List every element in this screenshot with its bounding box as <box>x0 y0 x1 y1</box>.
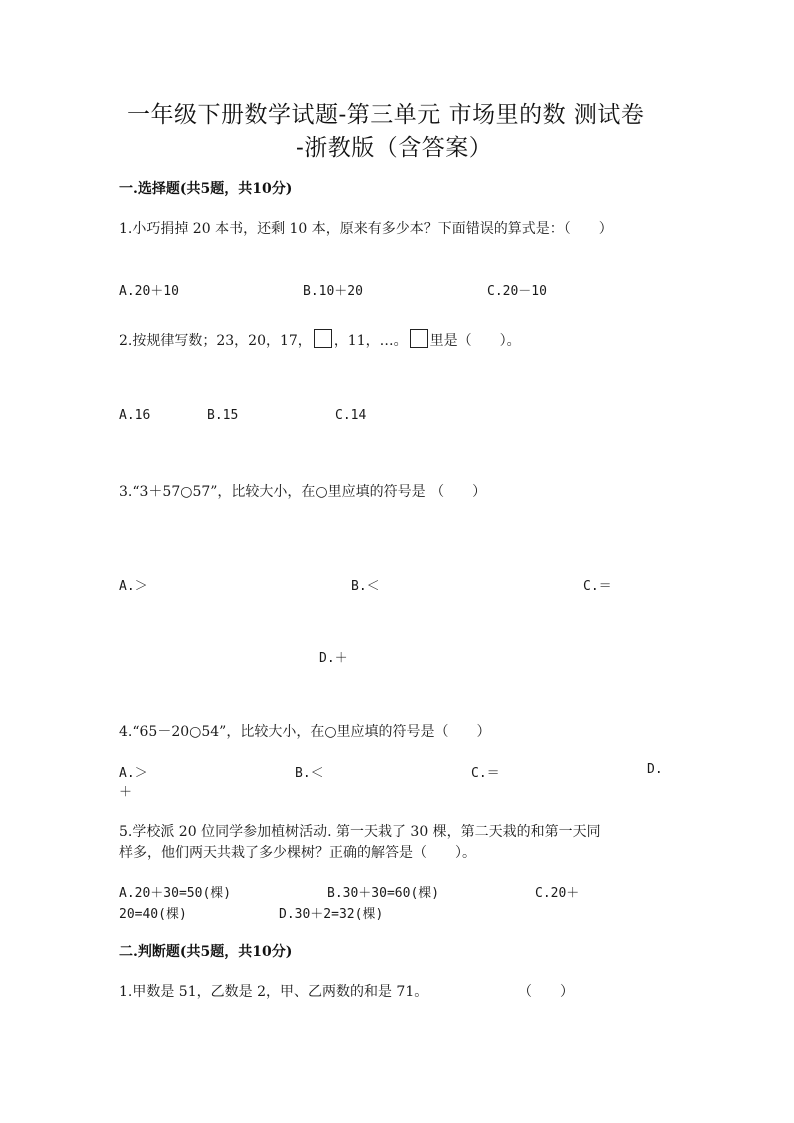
question-5-text-line2: 样多，他们两天共栽了多少棵树？正确的解答是（ ）。 <box>119 845 476 861</box>
question-4-option-d-symbol[interactable]: ＋ <box>119 785 133 800</box>
question-2-text <box>119 329 521 350</box>
question-2-option-b[interactable]: B.15 <box>207 408 239 423</box>
question-5-option-d[interactable]: D.30＋2=32(棵) <box>279 907 384 922</box>
page-title-line1: 一年级下册数学试题-第三单元 市场里的数 测试卷 <box>127 102 645 128</box>
question-2-option-c[interactable]: C.14 <box>335 408 367 423</box>
question-5-text-line1: 5.学校派 20 位同学参加植树活动. 第一天栽了 30 棵，第二天栽的和第一天同 <box>119 824 601 840</box>
question-5-option-a[interactable]: A.20＋30=50(棵) <box>119 886 232 901</box>
question-1-option-b[interactable]: B.10＋20 <box>303 284 363 299</box>
question-3-option-d[interactable]: D.＋ <box>319 651 348 666</box>
judgement-1-answer-paren[interactable]: （ ） <box>518 984 574 1000</box>
question-5-option-b[interactable]: B.30＋30=60(棵) <box>327 886 440 901</box>
question-1-text: 1.小巧捐掉 20 本书，还剩 10 本，原来有多少本？下面错误的算式是：（ ） <box>119 221 613 237</box>
page-title-line2: -浙教版（含答案） <box>296 135 493 161</box>
answer-box-icon <box>314 329 332 348</box>
question-1-option-a[interactable]: A.20＋10 <box>119 284 179 299</box>
question-2-text-part2: ，11，…。 <box>333 333 408 349</box>
question-3-option-c[interactable]: C.＝ <box>583 579 612 594</box>
question-5-option-c[interactable]: C.20＋ <box>535 886 580 901</box>
question-3-option-b[interactable]: B.＜ <box>351 579 380 594</box>
question-4-option-a[interactable]: A.＞ <box>119 766 148 781</box>
question-2-option-a[interactable]: A.16 <box>119 408 151 423</box>
question-4-option-c[interactable]: C.＝ <box>471 766 500 781</box>
question-1-option-c[interactable]: C.20－10 <box>487 284 547 299</box>
question-3-option-a[interactable]: A.＞ <box>119 579 148 594</box>
section-heading-choice: 一.选择题(共5题，共10分) <box>119 181 293 197</box>
question-4-option-b[interactable]: B.＜ <box>295 766 324 781</box>
question-2-text-part1: 2.按规律写数；23，20，17， <box>119 333 312 349</box>
section-heading-judgement: 二.判断题(共5题，共10分) <box>119 944 293 960</box>
question-2-text-part3: 里是（ ）。 <box>429 333 521 349</box>
judgement-1-text: 1.甲数是 51，乙数是 2，甲、乙两数的和是 71。 <box>119 984 429 1000</box>
question-5-option-c-cont[interactable]: 20=40(棵) <box>119 907 187 922</box>
question-3-text: 3.“3＋57○57”，比较大小，在○里应填的符号是 （ ） <box>119 484 487 500</box>
question-4-option-d[interactable]: D. <box>647 762 663 777</box>
question-4-text: 4.“65－20○54”，比较大小，在○里应填的符号是（ ） <box>119 724 491 740</box>
answer-box-icon <box>410 329 428 348</box>
